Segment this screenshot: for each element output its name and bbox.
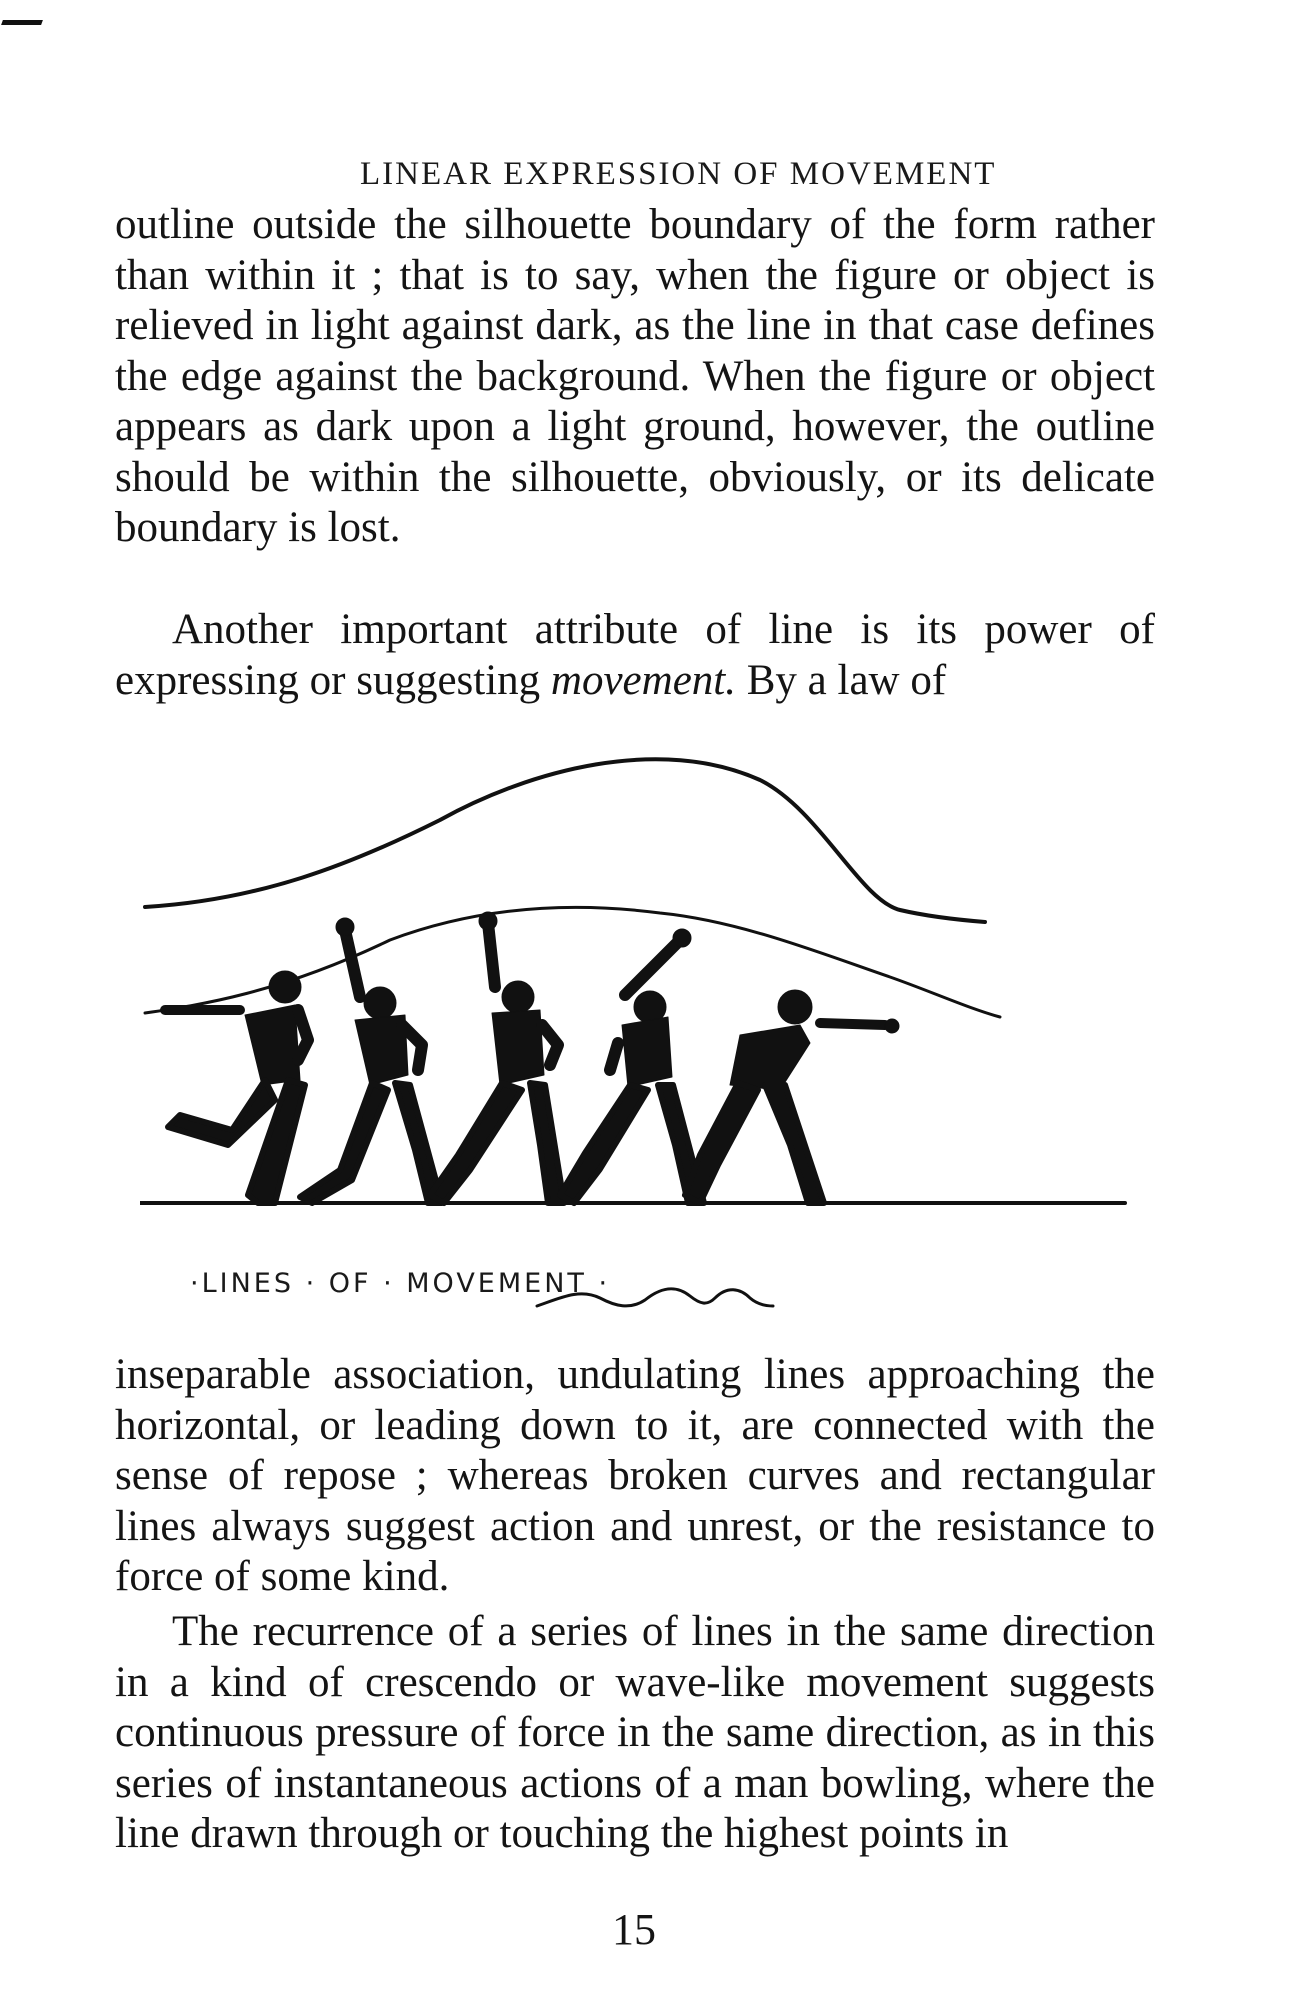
upper-wave-line	[145, 759, 985, 922]
emphasis-movement: movement.	[550, 656, 736, 704]
figure-caption-text: ·LINES · OF · MOVEMENT ·	[190, 1268, 611, 1299]
paragraph-recurrence	[115, 1607, 1155, 1860]
bowler-figure-2	[300, 918, 442, 1203]
paragraph-outline	[115, 200, 1155, 554]
paragraph-movement-tail: By a law of	[735, 656, 947, 704]
lower-wave-line	[145, 907, 1000, 1017]
paragraph-association-text: inseparable association, undulating lines approaching the horizontal, or leading down to it, are connected with the sense of repose ; whereas broken curves and rectangular lines always suggest action and unrest, or the resistance to force of some kind.	[115, 1351, 1155, 1600]
caption-wave-line	[535, 1278, 775, 1318]
bowler-figures	[165, 912, 899, 1203]
paragraph-association	[115, 1350, 1155, 1603]
bowler-figure-1	[165, 971, 308, 1203]
bowler-figure-4	[560, 929, 704, 1203]
bowler-figure-3	[430, 912, 564, 1203]
running-head: LINEAR EXPRESSION OF MOVEMENT	[360, 156, 997, 192]
paragraph-recurrence-text: The recurrence of a series of lines in the same direction in a kind of crescendo or wave-like movement suggests continuous pressure of force in the same direction, as in this series of instantaneous actions of a man bowling, where the line drawn through or touching the highest points in	[115, 1608, 1155, 1857]
lines-of-movement-illustration	[140, 725, 1130, 1265]
page-number: 15	[612, 1905, 656, 1954]
corner-mark	[1, 20, 43, 25]
paragraph-outline-text: outline outside the silhouette boundary of the form rather than within it ; that is to say, when the figure or object is relieved in light against dark, as the line in that case defines the edge against the background. When the figure or object appears as dark upon a light ground, however, the outline should be within the silhouette, obviously, or its delicate boundary is lost.	[115, 201, 1155, 551]
bowler-figure-5	[685, 990, 899, 1203]
paragraph-movement	[115, 605, 1155, 706]
paragraph-movement-text: Another important attribute of line is its power of expressing or suggesting	[115, 606, 1155, 704]
